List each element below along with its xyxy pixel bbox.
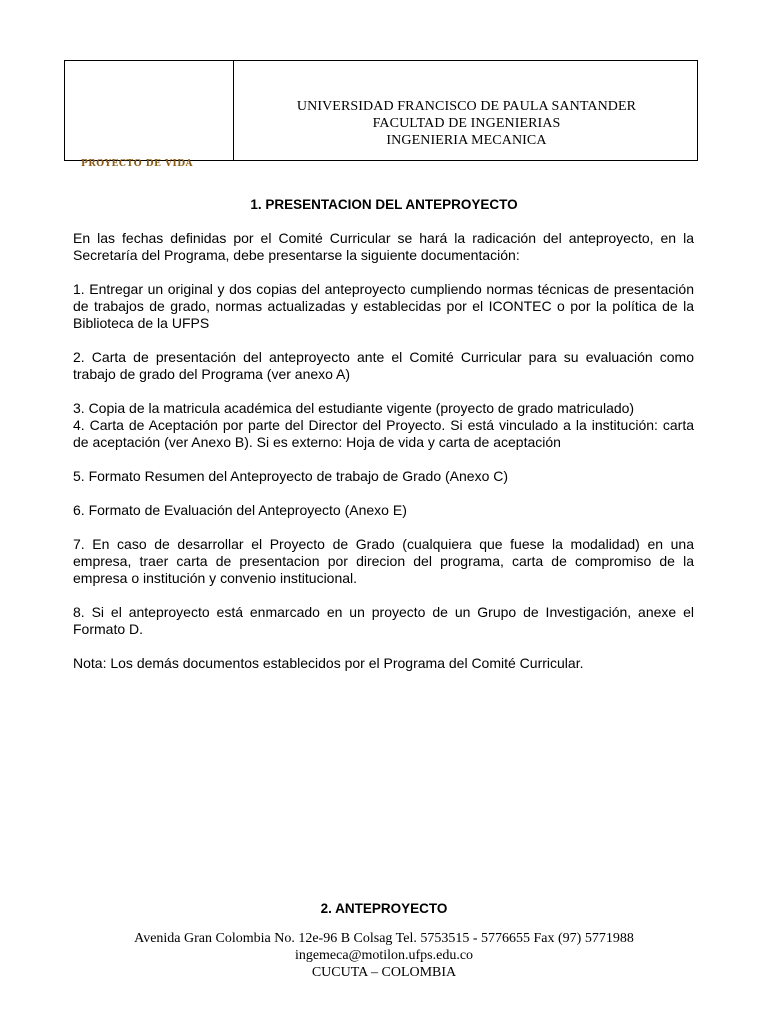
header-text [234,98,699,149]
list-item-2: 2. Carta de presentación del anteproyecto ante el Comité Curricular para su evaluación como trabajo de grado del Programa (ver anexo A) [73,349,694,382]
program-name: INGENIERIA MECANICA [386,133,547,148]
list-item-7: 7. En caso de desarrollar el Proyecto de Grado (cualquiera que fuese la modalidad) en una empresa, traer carta de presentacion por direcion del programa, carta de compromiso de la empresa o institución y convenio institucional. [73,536,694,586]
footer-address: Avenida Gran Colombia No. 12e-96 B Colsag Tel. 5753515 - 5776655 Fax (97) 5771988 [134,931,634,946]
list-item-3: 3. Copia de la matricula académica del estudiante vigente (proyecto de grado matriculado) [73,400,635,416]
list-item-1: 1. Entregar un original y dos copias del anteproyecto cumpliendo normas técnicas de presentación de trabajos de grado, normas actualizadas y establecidas por el ICONTEC o por la política de la Biblioteca de la UFPS [73,281,694,331]
note-paragraph: Nota: Los demás documentos establecidos por el Programa del Comité Curricular. [73,655,584,671]
footer-city: CUCUTA – COLOMBIA [311,965,457,980]
list-item-6: 6. Formato de Evaluación del Anteproyecto (Anexo E) [73,502,407,518]
logo-text: PROYECTO DE VIDA [81,159,193,166]
document-footer [72,930,696,981]
document-header [64,60,698,166]
list-item-5: 5. Formato Resumen del Anteproyecto de trabajo de Grado (Anexo C) [73,468,509,484]
section-2-title: 2. ANTEPROYECTO [320,901,448,916]
university-name: UNIVERSIDAD FRANCISCO DE PAULA SANTANDER [296,99,637,114]
list-item-4: 4. Carta de Aceptación por parte del Director del Proyecto. Si está vinculado a la institución: carta de aceptación (ver Anexo B). Si es externo: Hoja de vida y carta de aceptación [73,417,694,450]
section-1-body [73,230,694,672]
intro-paragraph: En las fechas definidas por el Comité Curricular se hará la radicación del anteproyecto, en la Secretaría del Programa, debe presentarse la siguiente documentación: [73,230,694,263]
faculty-name: FACULTAD DE INGENIERIAS [372,116,561,131]
list-item-8: 8. Si el anteproyecto está enmarcado en un proyecto de un Grupo de Investigación, anexe el Formato D. [73,604,694,637]
section-1-title: 1. PRESENTACION DEL ANTEPROYECTO [250,197,518,212]
logo-cell [65,61,234,166]
footer-email: ingemeca@motilon.ufps.edu.co [294,948,474,963]
university-logo [81,154,199,166]
